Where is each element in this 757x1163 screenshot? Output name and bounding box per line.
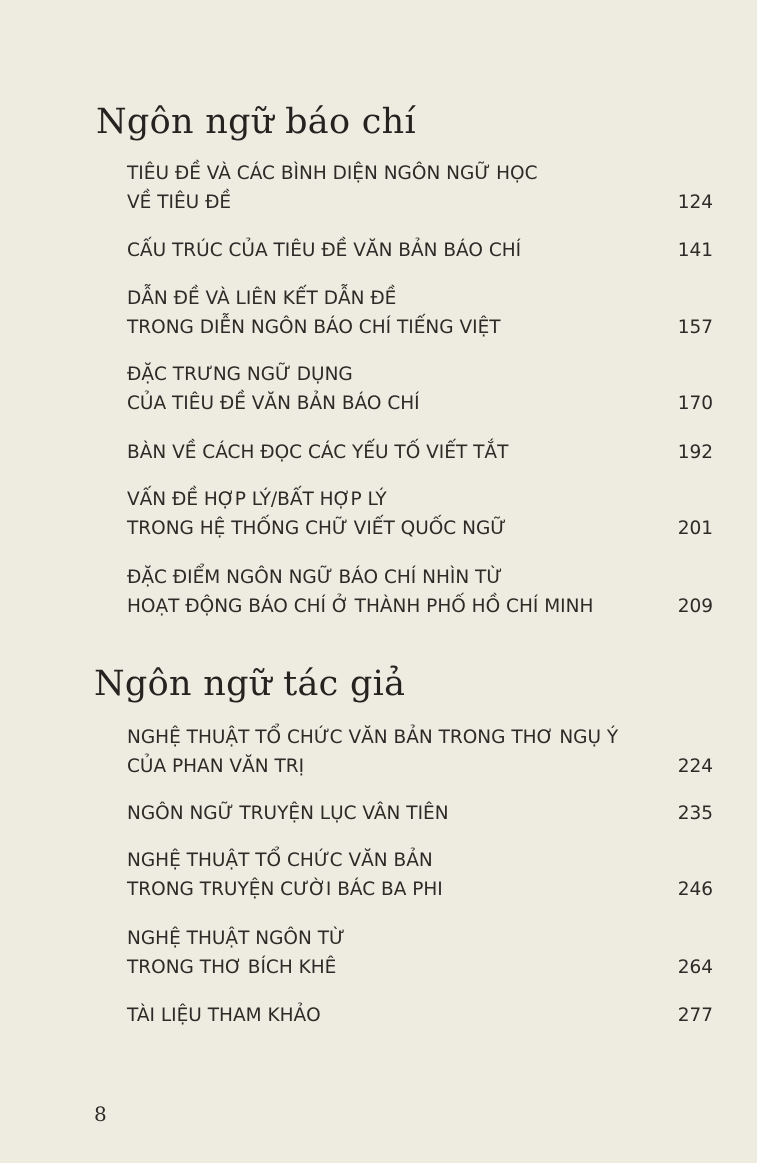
toc-entry[interactable] — [127, 438, 713, 467]
entry-title-line: TRONG THƠ BÍCH KHÊ — [127, 957, 337, 978]
entry-title-line: TRONG DIỄN NGÔN BÁO CHÍ TIẾNG VIỆT — [127, 317, 501, 338]
entry-title-line: CỦA TIÊU ĐỀ VĂN BẢN BÁO CHÍ — [127, 393, 420, 414]
page-number: 246 — [677, 879, 713, 900]
toc-entry[interactable] — [127, 1001, 713, 1030]
toc-entry[interactable] — [127, 159, 713, 217]
section-title: Ngôn ngữ báo chí — [96, 102, 416, 142]
entry-title-line: ĐẶC ĐIỂM NGÔN NGỮ BÁO CHÍ NHÌN TỪ — [127, 567, 503, 588]
page-number: 141 — [677, 240, 713, 261]
entry-title-line: CỦA PHAN VĂN TRỊ — [127, 756, 305, 777]
page-number: 209 — [677, 596, 713, 617]
entry-title-line: CẤU TRÚC CỦA TIÊU ĐỀ VĂN BẢN BÁO CHÍ — [127, 240, 522, 261]
page-number: 170 — [677, 393, 713, 414]
entry-title-line: TIÊU ĐỀ VÀ CÁC BÌNH DIỆN NGÔN NGỮ HỌC — [127, 163, 538, 184]
page-number: 157 — [677, 317, 713, 338]
entry-title-line: TRONG HỆ THỐNG CHỮ VIẾT QUỐC NGỮ — [127, 518, 507, 539]
entry-title-line: NGHỆ THUẬT TỔ CHỨC VĂN BẢN TRONG THƠ NGỤ Ý — [127, 727, 619, 748]
toc-entry[interactable] — [127, 284, 713, 342]
entry-title-line: NGHỆ THUẬT TỔ CHỨC VĂN BẢN — [127, 850, 433, 871]
toc-entry[interactable] — [127, 236, 713, 265]
toc-entry[interactable] — [127, 723, 713, 781]
entry-title-line: NGHỆ THUẬT NGÔN TỪ — [127, 928, 345, 949]
page-folio: 8 — [94, 1102, 107, 1126]
page-number: 277 — [677, 1005, 713, 1026]
toc-entry[interactable] — [127, 563, 713, 621]
page-number: 224 — [677, 756, 713, 777]
page-number: 235 — [677, 803, 713, 824]
toc-entry[interactable] — [127, 799, 713, 828]
page-number: 264 — [677, 957, 713, 978]
entry-title-line: TÀI LIỆU THAM KHẢO — [127, 1005, 321, 1026]
toc-entry[interactable] — [127, 924, 713, 982]
entry-title-line: ĐẶC TRƯNG NGỮ DỤNG — [127, 364, 353, 385]
entry-title-line: TRONG TRUYỆN CƯỜI BÁC BA PHI — [127, 879, 443, 900]
entry-title-line: VỀ TIÊU ĐỀ — [127, 192, 232, 213]
page-number: 201 — [677, 518, 713, 539]
page-number: 124 — [677, 192, 713, 213]
entry-title-line: NGÔN NGỮ TRUYỆN LỤC VÂN TIÊN — [127, 803, 449, 824]
entry-title-line: BÀN VỀ CÁCH ĐỌC CÁC YẾU TỐ VIẾT TẮT — [127, 442, 509, 463]
page-number: 192 — [677, 442, 713, 463]
entry-title-line: DẪN ĐỀ VÀ LIÊN KẾT DẪN ĐỀ — [127, 288, 397, 309]
entry-title-line: VẤN ĐỀ HỢP LÝ/BẤT HỢP LÝ — [127, 489, 387, 510]
entry-title-line: HOẠT ĐỘNG BÁO CHÍ Ở THÀNH PHỐ HỒ CHÍ MINH — [127, 596, 594, 617]
toc-entry[interactable] — [127, 485, 713, 543]
section-title: Ngôn ngữ tác giả — [94, 664, 406, 704]
toc-entry[interactable] — [127, 360, 713, 418]
toc-entry[interactable] — [127, 846, 713, 904]
